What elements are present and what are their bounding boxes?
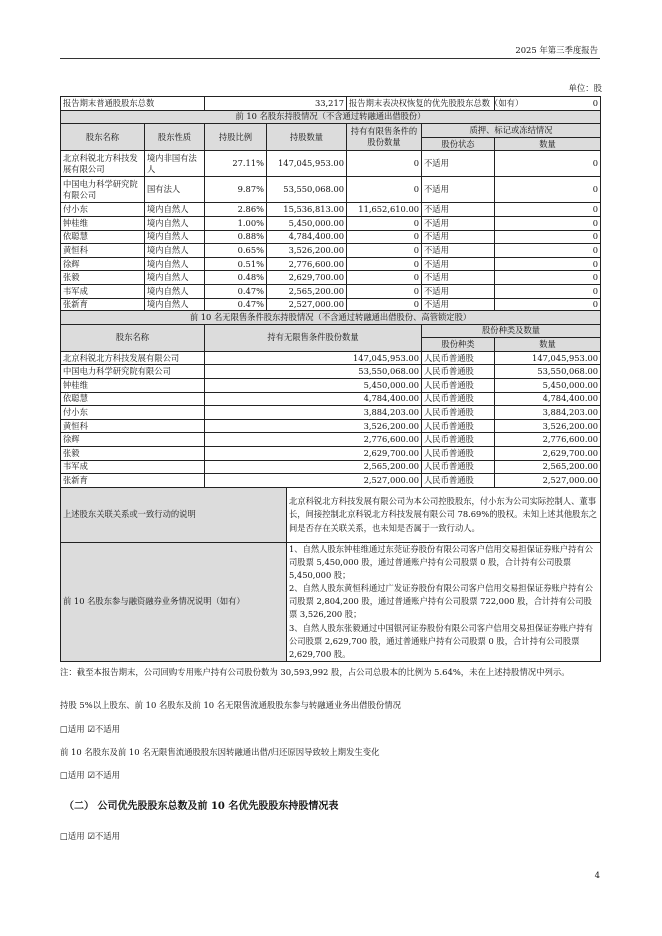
share-amount: 2,776,600.00 [495, 433, 601, 447]
table-row [61, 378, 601, 392]
holder-status: 不适用 [422, 230, 495, 244]
share-kind: 人民币普通股 [422, 406, 495, 420]
top10-shareholders-table [60, 96, 601, 312]
holder-name: 钟桂维 [61, 216, 145, 230]
holder-name: 付小东 [61, 406, 205, 420]
holder-amount: 0 [495, 203, 601, 217]
holder-qty: 2,527,000.00 [267, 298, 347, 312]
table-row [61, 230, 601, 244]
holder-restricted: 0 [347, 257, 422, 271]
share-kind: 人民币普通股 [422, 392, 495, 406]
related-parties-label: 上述股东关联关系或一致行动的说明 [61, 488, 287, 543]
table-row [61, 392, 601, 406]
share-kind: 人民币普通股 [422, 446, 495, 460]
holder-ratio: 0.47% [205, 284, 267, 298]
holder-qty: 4,784,400.00 [267, 230, 347, 244]
holder-amount: 0 [495, 257, 601, 271]
pref-holders-label: 报告期末表决权恢复的优先股股东总数（如有） [347, 97, 495, 111]
col-header-name: 股东名称 [61, 124, 145, 151]
share-amount: 3,884,203.00 [495, 406, 601, 420]
holder-name: 张新育 [61, 474, 205, 488]
lending-question: 持股 5%以上股东、前 10 名股东及前 10 名无限售流通股股东参与转融通业务出借股份情况 [60, 700, 402, 710]
holder-amount: 0 [495, 284, 601, 298]
holder-amount: 0 [495, 177, 601, 203]
unrestricted-section-title: 前 10 名无限售条件股东持股情况（不含通过转融通出借股份、高管锁定股） [61, 311, 601, 325]
col-header-kind: 股份种类 [422, 338, 495, 352]
holder-ratio: 1.00% [205, 216, 267, 230]
holder-qty: 5,450,000.00 [267, 216, 347, 230]
col-header-nature: 股东性质 [145, 124, 205, 151]
col-header-restricted: 持有有限售条件的股份数量 [347, 124, 422, 151]
holder-status: 不适用 [422, 244, 495, 258]
holder-restricted: 0 [347, 284, 422, 298]
share-kind: 人民币普通股 [422, 474, 495, 488]
share-kind: 人民币普通股 [422, 365, 495, 379]
share-amount: 147,045,953.00 [495, 351, 601, 365]
col-header-amount: 数量 [495, 137, 601, 151]
margin-trading-label: 前 10 名股东参与融资融券业务情况说明（如有） [61, 543, 287, 662]
holder-ratio: 2.86% [205, 203, 267, 217]
holder-name: 韦军成 [61, 284, 145, 298]
report-header: 2025 年第三季度报告 [515, 45, 598, 55]
table-row [61, 406, 601, 420]
holder-status: 不适用 [422, 271, 495, 285]
share-amount: 53,550,068.00 [495, 365, 601, 379]
table-row [61, 257, 601, 271]
holder-qty: 2,629,700.00 [267, 271, 347, 285]
pref-holders-value: 0 [495, 97, 601, 111]
table-row [61, 203, 601, 217]
holder-status: 不适用 [422, 298, 495, 312]
holder-status: 不适用 [422, 177, 495, 203]
holder-restricted: 0 [347, 271, 422, 285]
holder-unrestricted-qty: 5,450,000.00 [205, 378, 422, 392]
holder-unrestricted-qty: 147,045,953.00 [205, 351, 422, 365]
holder-status: 不适用 [422, 284, 495, 298]
col-header-amount: 数量 [495, 338, 601, 352]
summary-row [61, 97, 601, 111]
header-divider [60, 58, 600, 59]
holder-amount: 0 [495, 151, 601, 177]
table-row [61, 419, 601, 433]
holder-ratio: 9.87% [205, 177, 267, 203]
holder-amount: 0 [495, 298, 601, 312]
holder-nature: 境内非国有法人 [145, 151, 205, 177]
total-holders-label: 报告期末普通股股东总数 [61, 97, 205, 111]
col-header-share-class: 股份种类及数量 [422, 324, 601, 338]
holder-nature: 境内自然人 [145, 284, 205, 298]
col-header-name: 股东名称 [61, 324, 205, 351]
table-row [61, 284, 601, 298]
holder-restricted: 0 [347, 151, 422, 177]
margin-item: 2、自然人股东黄恒科通过广发证券股份有限公司客户信用交易担保证券账户持有公司股票 2,804,200 股，通过普通账户持有公司股票 722,000 股，合计持有公司股票 3,526,200 股； [289, 583, 593, 620]
table-row [61, 151, 601, 177]
table-row [61, 244, 601, 258]
col-header-ratio: 持股比例 [205, 124, 267, 151]
holder-unrestricted-qty: 4,784,400.00 [205, 392, 422, 406]
table-row [61, 446, 601, 460]
preferred-answer: □适用 ☑不适用 [60, 831, 120, 841]
share-kind: 人民币普通股 [422, 433, 495, 447]
top10-section-title: 前 10 名股东持股情况（不含通过转融通出借股份） [61, 110, 601, 124]
share-kind: 人民币普通股 [422, 419, 495, 433]
holder-name: 北京科锐北方科技发展有限公司 [61, 151, 145, 177]
table-row [61, 474, 601, 488]
explanation-table [60, 487, 601, 662]
holder-nature: 境内自然人 [145, 244, 205, 258]
holder-name: 徐辉 [61, 257, 145, 271]
holder-ratio: 0.88% [205, 230, 267, 244]
share-amount: 4,784,400.00 [495, 392, 601, 406]
holder-nature: 境内自然人 [145, 216, 205, 230]
col-header-status: 股份状态 [422, 137, 495, 151]
share-amount: 2,629,700.00 [495, 446, 601, 460]
holder-qty: 53,550,068.00 [267, 177, 347, 203]
holder-qty: 15,536,813.00 [267, 203, 347, 217]
holder-restricted: 0 [347, 298, 422, 312]
share-amount: 5,450,000.00 [495, 378, 601, 392]
holder-unrestricted-qty: 2,629,700.00 [205, 446, 422, 460]
table-row [61, 216, 601, 230]
holder-qty: 2,776,600.00 [267, 257, 347, 271]
holder-restricted: 0 [347, 244, 422, 258]
holder-nature: 境内自然人 [145, 230, 205, 244]
holder-qty: 2,565,200.00 [267, 284, 347, 298]
holder-amount: 0 [495, 271, 601, 285]
holder-name: 中国电力科学研究院有限公司 [61, 177, 145, 203]
share-amount: 2,527,000.00 [495, 474, 601, 488]
holder-unrestricted-qty: 2,776,600.00 [205, 433, 422, 447]
holder-ratio: 0.65% [205, 244, 267, 258]
change-answer: □适用 ☑不适用 [60, 770, 120, 780]
buyback-note: 注：截至本报告期末，公司回购专用账户持有公司股份数为 30,593,992 股，占公司总股本的比例为 5.64%，未在上述持股情况中列示。 [60, 667, 570, 677]
holder-name: 钟桂维 [61, 378, 205, 392]
holder-restricted: 0 [347, 230, 422, 244]
margin-item: 3、自然人股东张毅通过中国银河证券股份有限公司客户信用交易担保证券账户持有公司股票 2,629,700 股，通过普通账户持有公司股票 0 股，合计持有公司股票 2,629,700 股。 [289, 622, 593, 659]
holder-unrestricted-qty: 3,884,203.00 [205, 406, 422, 420]
holder-name: 韦军成 [61, 460, 205, 474]
table-row [61, 365, 601, 379]
col-header-unrestricted-qty: 持有无限售条件股份数量 [205, 324, 422, 351]
holder-restricted: 0 [347, 177, 422, 203]
lending-answer: □适用 ☑不适用 [60, 724, 120, 734]
table-row [61, 271, 601, 285]
holder-qty: 3,526,200.00 [267, 244, 347, 258]
holder-status: 不适用 [422, 257, 495, 271]
share-amount: 2,565,200.00 [495, 460, 601, 474]
total-holders-value: 33,217 [205, 97, 347, 111]
holder-name: 依聪慧 [61, 392, 205, 406]
holder-nature: 国有法人 [145, 177, 205, 203]
change-question: 前 10 名股东及前 10 名无限售流通股股东因转融通出借/归还原因导致较上期发生变化 [60, 747, 380, 757]
holder-ratio: 0.48% [205, 271, 267, 285]
holder-name: 张毅 [61, 271, 145, 285]
holder-ratio: 0.47% [205, 298, 267, 312]
holder-name: 北京科锐北方科技发展有限公司 [61, 351, 205, 365]
table-row [61, 433, 601, 447]
page-number: 4 [594, 870, 600, 880]
holder-nature: 境内自然人 [145, 298, 205, 312]
holder-unrestricted-qty: 2,527,000.00 [205, 474, 422, 488]
holder-name: 依聪慧 [61, 230, 145, 244]
margin-item: 1、自然人股东钟桂维通过东莞证券股份有限公司客户信用交易担保证券账户持有公司股票 5,450,000 股，通过普通账户持有公司股票 0 股，合计持有公司股票 5,450,000 股； [289, 544, 593, 581]
holder-name: 黄恒科 [61, 419, 205, 433]
unit-label: 单位：股 [568, 83, 602, 93]
holder-amount: 0 [495, 230, 601, 244]
table-row [61, 351, 601, 365]
holder-nature: 境内自然人 [145, 257, 205, 271]
holder-name: 付小东 [61, 203, 145, 217]
holder-status: 不适用 [422, 203, 495, 217]
holder-restricted: 0 [347, 216, 422, 230]
holder-name: 徐辉 [61, 433, 205, 447]
holder-amount: 0 [495, 244, 601, 258]
col-header-qty: 持股数量 [267, 124, 347, 151]
holder-name: 黄恒科 [61, 244, 145, 258]
col-header-pledge: 质押、标记或冻结情况 [422, 124, 601, 138]
holder-unrestricted-qty: 2,565,200.00 [205, 460, 422, 474]
share-amount: 3,526,200.00 [495, 419, 601, 433]
table-row [61, 177, 601, 203]
holder-unrestricted-qty: 3,526,200.00 [205, 419, 422, 433]
holder-restricted: 11,652,610.00 [347, 203, 422, 217]
holder-ratio: 27.11% [205, 151, 267, 177]
holder-name: 中国电力科学研究院有限公司 [61, 365, 205, 379]
holder-unrestricted-qty: 53,550,068.00 [205, 365, 422, 379]
holder-qty: 147,045,953.00 [267, 151, 347, 177]
margin-trading-text [287, 543, 601, 662]
holder-ratio: 0.51% [205, 257, 267, 271]
holder-status: 不适用 [422, 216, 495, 230]
unrestricted-shareholders-table [60, 310, 601, 488]
related-parties-text: 北京科锐北方科技发展有限公司为本公司控股股东，付小东为公司实际控制人、董事长，间接控制北京科锐北方科技发展有限公司 78.69%的股权。未知上述其他股东之间是否存在关联关系，也未知是否属于一致行动人。 [287, 488, 601, 543]
holder-nature: 境内自然人 [145, 203, 205, 217]
share-kind: 人民币普通股 [422, 351, 495, 365]
holder-name: 张新育 [61, 298, 145, 312]
holder-name: 张毅 [61, 446, 205, 460]
holder-status: 不适用 [422, 151, 495, 177]
share-kind: 人民币普通股 [422, 378, 495, 392]
holder-amount: 0 [495, 216, 601, 230]
share-kind: 人民币普通股 [422, 460, 495, 474]
holder-nature: 境内自然人 [145, 271, 205, 285]
table-row [61, 460, 601, 474]
section-title-preferred: （二） 公司优先股股东总数及前 10 名优先股股东持股情况表 [64, 801, 339, 812]
